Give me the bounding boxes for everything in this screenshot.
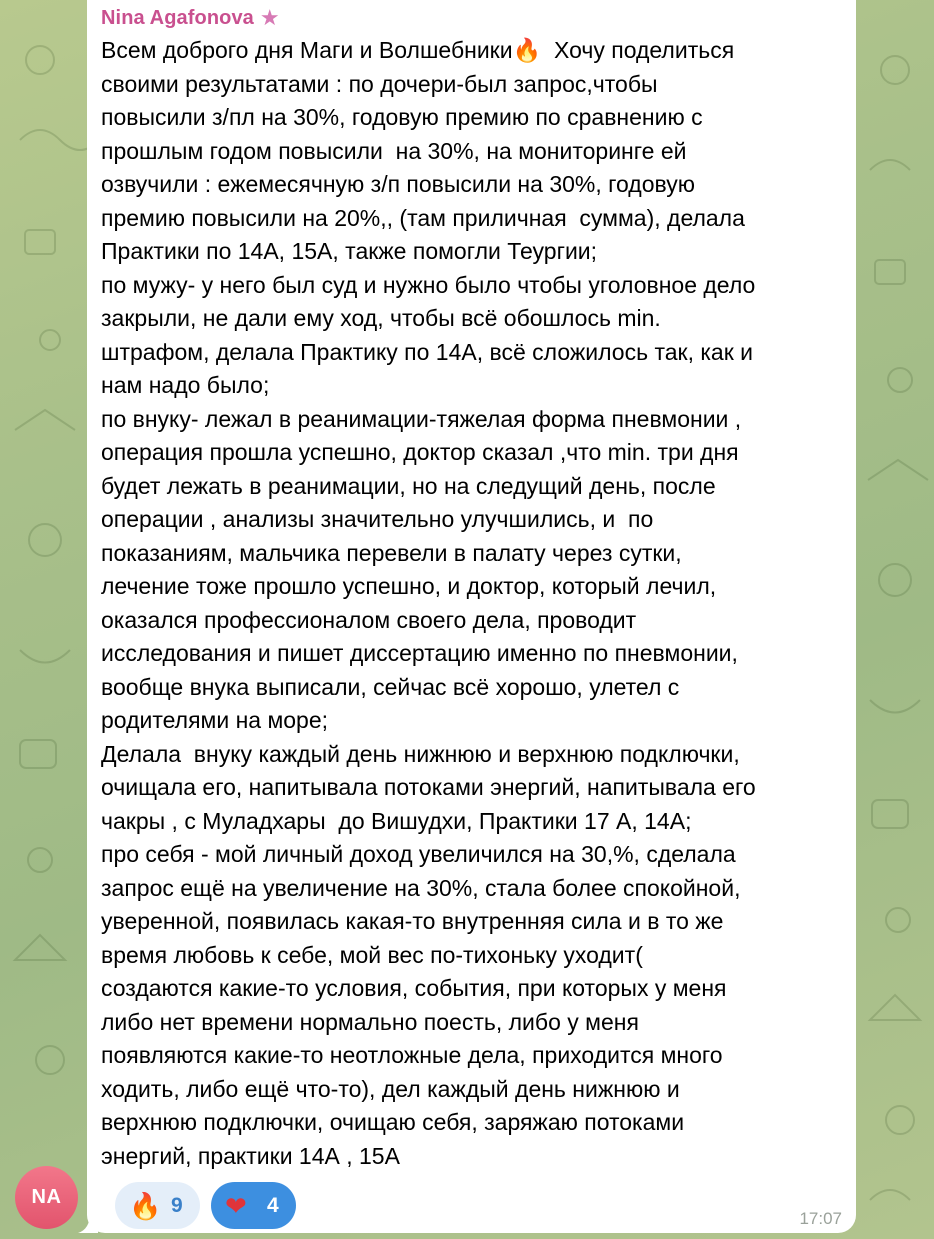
message-text: Всем доброго дня Маги и Волшебники🔥 Хочу поделиться своими результатами : по дочери-был запрос,чтобы повысили з/пл на 30%, годовую премию по сравнению с прошлым годом повысили на 30%, на мониторинге ей озвучили : ежемесячную з/п повысили на 30%, годовую премию повысили на 20%,, (там приличная сумма), делала Практики по 14А, 15А, также помогли Теургии; по мужу- у него был суд и нужно было чтобы уголовное дело закрыли, не дали ему ход, чтобы всё обошлось min. штрафом, делала Практику по 14А, всё сложилось так, как и нам надо было; по внуку- лежал в реанимации-тяжелая форма пневмонии , операция прошла успешно, доктор сказал ,что min. три дня будет лежать в реанимации, но на следущий день, после операции , анализы значительно улучшились, и по показаниям, мальчика перевели в палату через сутки, лечение тоже прошло успешно, и доктор, который лечил, оказался профессионалом своего дела, проводит исследования и пишет диссертацию именно по пневмонии, вообще внука выписали, сейчас всё хорошо, улетел с родителями на море; Делала внуку каждый день нижнюю и верхнюю подключки, очищала его, напитывала потоками энергий, напитывала его чакры , с Муладхары до Вишудхи, Практики 17 А, 14А; про себя - мой личный доход увеличился на 30,%, сделала запрос ещё на увеличение на 30%, стала более спокойной, уверенной, появилась какая-то внутренняя сила и в то же время любовь к себе, мой вес по-тихоньку уходит( создаются какие-то условия, события, при которых у меня либо нет времени нормально поесть, либо у меня появляются какие-то неотложные дела, приходится много ходить, либо ещё что-то), дел каждый день нижнюю и верхнюю подключки, очищаю себя, заряжаю потоками энергий, практики 14А , 15А: [101, 37, 756, 1169]
reaction-count: 4: [267, 1193, 279, 1217]
heart-icon: ❤: [225, 1190, 247, 1221]
reactions-bar: [115, 1182, 296, 1229]
reaction-fire[interactable]: [115, 1182, 200, 1229]
message-time: 17:07: [799, 1209, 842, 1228]
avatar[interactable]: [15, 1166, 78, 1229]
sender-row: [101, 4, 280, 32]
star-icon: ★: [259, 5, 280, 30]
avatar-initials: NA: [31, 1186, 62, 1208]
reaction-count: 9: [171, 1193, 183, 1217]
reaction-heart[interactable]: [211, 1182, 296, 1229]
sender-name[interactable]: Nina Agafonova: [101, 6, 254, 29]
fire-icon: 🔥: [129, 1190, 162, 1221]
message-bubble[interactable]: [87, 0, 856, 1233]
